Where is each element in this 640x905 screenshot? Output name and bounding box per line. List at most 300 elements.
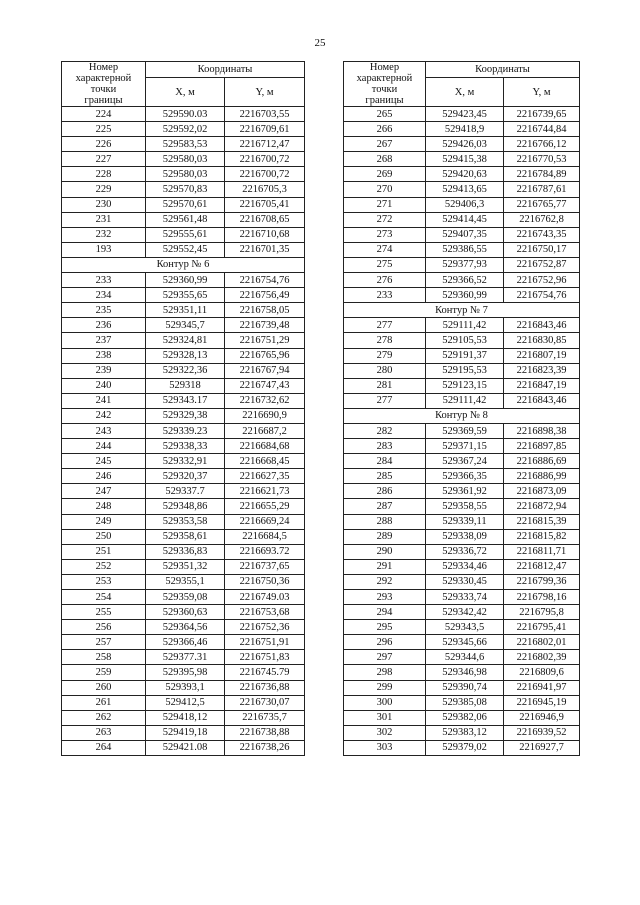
y-coordinate-cell: 2216787,61 — [504, 182, 580, 197]
x-coordinate-cell: 529345,66 — [426, 635, 504, 650]
y-coordinate-cell: 2216709,61 — [225, 122, 305, 137]
y-coordinate-cell: 2216700,72 — [225, 167, 305, 182]
x-coordinate-cell: 529359,08 — [146, 590, 225, 605]
table-row — [62, 423, 305, 438]
point-number-cell: 249 — [62, 514, 146, 529]
x-coordinate-cell: 529355,65 — [146, 288, 225, 303]
y-coordinate-cell: 2216809,6 — [504, 665, 580, 680]
point-number-cell: 254 — [62, 590, 146, 605]
x-coordinate-cell: 529328,13 — [146, 348, 225, 363]
table-row — [62, 303, 305, 318]
point-number-cell: 299 — [344, 680, 426, 695]
x-coordinate-cell: 529360,99 — [426, 288, 504, 303]
y-coordinate-cell: 2216784,89 — [504, 167, 580, 182]
table-row — [344, 288, 580, 303]
y-coordinate-cell: 2216802,39 — [504, 650, 580, 665]
point-number-cell: 296 — [344, 635, 426, 650]
table-row — [62, 484, 305, 499]
table-row — [62, 740, 305, 755]
table-row — [62, 710, 305, 725]
x-coordinate-cell: 529361,92 — [426, 484, 504, 499]
table-row — [62, 348, 305, 363]
point-number-cell: 256 — [62, 620, 146, 635]
point-number-cell: 270 — [344, 182, 426, 197]
point-number-cell: 278 — [344, 333, 426, 348]
coordinates-header: Координаты — [426, 62, 580, 78]
x-coordinate-cell: 529346,98 — [426, 665, 504, 680]
y-coordinate-cell: 2216736,88 — [225, 680, 305, 695]
y-coordinate-cell: 2216750,17 — [504, 242, 580, 257]
x-coordinate-cell: 529377.31 — [146, 650, 225, 665]
x-coordinate-cell: 529580,03 — [146, 167, 225, 182]
y-coordinate-cell: 2216684,5 — [225, 529, 305, 544]
table-row — [62, 393, 305, 408]
table-row — [344, 197, 580, 212]
y-coordinate-cell: 2216693.72 — [225, 544, 305, 559]
x-coordinate-cell: 529343.17 — [146, 393, 225, 408]
x-coordinate-cell: 529366,52 — [426, 273, 504, 288]
y-coordinate-cell: 2216621,73 — [225, 484, 305, 499]
point-number-cell: 280 — [344, 363, 426, 378]
y-coordinate-cell: 2216751,91 — [225, 635, 305, 650]
x-coordinate-cell: 529364,56 — [146, 620, 225, 635]
x-coordinate-cell: 529191,37 — [426, 348, 504, 363]
point-number-header-line: точки — [90, 84, 117, 95]
table-row — [344, 514, 580, 529]
x-coordinate-cell: 529360,63 — [146, 605, 225, 620]
y-coordinate-cell: 2216738,26 — [225, 740, 305, 755]
x-coordinate-cell: 529386,55 — [426, 242, 504, 257]
y-coordinate-cell: 2216939,52 — [504, 725, 580, 740]
table-row — [62, 665, 305, 680]
table-row — [62, 590, 305, 605]
y-coordinate-cell: 2216708,65 — [225, 212, 305, 227]
y-coordinate-cell: 2216687,2 — [225, 423, 305, 438]
y-coordinate-cell: 2216700,72 — [225, 152, 305, 167]
x-coordinate-cell: 529320,37 — [146, 469, 225, 484]
y-coordinate-cell: 2216743,35 — [504, 227, 580, 242]
point-number-header-line: точки — [371, 84, 398, 95]
point-number-cell: 294 — [344, 605, 426, 620]
point-number-cell: 295 — [344, 620, 426, 635]
y-coordinate-cell: 2216745.79 — [225, 665, 305, 680]
y-coordinate-cell: 2216627,35 — [225, 469, 305, 484]
x-coordinate-cell: 529414,45 — [426, 212, 504, 227]
left-table-body — [62, 107, 305, 756]
contour-section-row — [62, 257, 305, 272]
table-row — [62, 107, 305, 122]
point-number-cell: 292 — [344, 574, 426, 589]
table-row — [344, 574, 580, 589]
table-row — [344, 680, 580, 695]
y-coordinate-cell: 2216830,85 — [504, 333, 580, 348]
table-row — [62, 273, 305, 288]
point-number-cell: 264 — [62, 740, 146, 755]
x-column-header: X, м — [426, 78, 504, 107]
y-coordinate-cell: 2216927,7 — [504, 740, 580, 755]
x-coordinate-cell: 529583,53 — [146, 137, 225, 152]
table-row — [344, 363, 580, 378]
point-number-cell: 289 — [344, 529, 426, 544]
point-number-cell: 240 — [62, 378, 146, 393]
y-coordinate-cell: 2216945,19 — [504, 695, 580, 710]
table-row — [62, 725, 305, 740]
x-coordinate-cell: 529111,42 — [426, 318, 504, 333]
x-coordinate-cell: 529337.7 — [146, 484, 225, 499]
x-coordinate-cell: 529390,74 — [426, 680, 504, 695]
y-coordinate-cell: 2216758,05 — [225, 303, 305, 318]
point-number-cell: 242 — [62, 408, 146, 423]
x-coordinate-cell: 529105,53 — [426, 333, 504, 348]
x-coordinate-cell: 529395,98 — [146, 665, 225, 680]
x-coordinate-cell: 529195,53 — [426, 363, 504, 378]
table-row — [344, 665, 580, 680]
point-number-cell: 224 — [62, 107, 146, 122]
x-column-header: X, м — [146, 78, 225, 107]
x-coordinate-cell: 529355,1 — [146, 574, 225, 589]
y-coordinate-cell: 2216690,9 — [225, 408, 305, 423]
table-row — [344, 182, 580, 197]
point-number-cell: 244 — [62, 439, 146, 454]
table-row — [344, 544, 580, 559]
table-row — [62, 514, 305, 529]
x-coordinate-cell: 529111,42 — [426, 393, 504, 408]
table-row — [344, 650, 580, 665]
contour-label: Контур № 6 — [62, 257, 305, 272]
x-coordinate-cell: 529348,86 — [146, 499, 225, 514]
table-row — [344, 499, 580, 514]
table-row — [344, 242, 580, 257]
x-coordinate-cell: 529418,12 — [146, 710, 225, 725]
contour-label: Контур № 8 — [344, 408, 580, 423]
table-row — [62, 680, 305, 695]
point-number-cell: 231 — [62, 212, 146, 227]
x-coordinate-cell: 529382,06 — [426, 710, 504, 725]
point-number-cell: 233 — [62, 273, 146, 288]
y-coordinate-cell: 2216735,7 — [225, 710, 305, 725]
point-number-cell: 241 — [62, 393, 146, 408]
point-number-cell: 272 — [344, 212, 426, 227]
point-number-header-line: характерной — [356, 73, 413, 84]
x-coordinate-cell: 529333,74 — [426, 590, 504, 605]
point-number-cell: 301 — [344, 710, 426, 725]
coordinates-table-left — [61, 61, 305, 756]
point-number-cell: 291 — [344, 559, 426, 574]
x-coordinate-cell: 529322,36 — [146, 363, 225, 378]
x-coordinate-cell: 529336,72 — [426, 544, 504, 559]
y-coordinate-cell: 2216710,68 — [225, 227, 305, 242]
x-coordinate-cell: 529406,3 — [426, 197, 504, 212]
x-coordinate-cell: 529342,42 — [426, 605, 504, 620]
point-number-cell: 274 — [344, 242, 426, 257]
coordinates-table-right — [343, 61, 580, 756]
point-number-cell: 239 — [62, 363, 146, 378]
page-number: 25 — [314, 37, 326, 49]
point-number-cell: 243 — [62, 423, 146, 438]
point-number-cell: 300 — [344, 695, 426, 710]
y-coordinate-cell: 2216668,45 — [225, 454, 305, 469]
table-row — [62, 499, 305, 514]
point-number-header-line: границы — [84, 95, 123, 106]
y-coordinate-cell: 2216886,69 — [504, 454, 580, 469]
point-number-cell: 279 — [344, 348, 426, 363]
point-number-cell: 251 — [62, 544, 146, 559]
table-row — [344, 635, 580, 650]
point-number-cell: 262 — [62, 710, 146, 725]
point-number-cell: 252 — [62, 559, 146, 574]
table-row — [344, 227, 580, 242]
x-coordinate-cell: 529393,1 — [146, 680, 225, 695]
contour-label: Контур № 7 — [344, 303, 580, 318]
y-coordinate-cell: 2216732,62 — [225, 393, 305, 408]
point-number-cell: 235 — [62, 303, 146, 318]
point-number-cell: 259 — [62, 665, 146, 680]
point-number-cell: 261 — [62, 695, 146, 710]
y-coordinate-cell: 2216669,24 — [225, 514, 305, 529]
point-number-cell: 286 — [344, 484, 426, 499]
y-coordinate-cell: 2216807,19 — [504, 348, 580, 363]
y-coordinate-cell: 2216886,99 — [504, 469, 580, 484]
y-coordinate-cell: 2216739,48 — [225, 318, 305, 333]
y-coordinate-cell: 2216744,84 — [504, 122, 580, 137]
point-number-cell: 193 — [62, 242, 146, 257]
point-number-cell: 277 — [344, 318, 426, 333]
y-coordinate-cell: 2216847,19 — [504, 378, 580, 393]
y-coordinate-cell: 2216730,07 — [225, 695, 305, 710]
table-row — [62, 635, 305, 650]
table-row — [62, 454, 305, 469]
x-coordinate-cell: 529415,38 — [426, 152, 504, 167]
point-number-cell: 284 — [344, 454, 426, 469]
y-coordinate-cell: 2216766,12 — [504, 137, 580, 152]
point-number-cell: 225 — [62, 122, 146, 137]
point-number-cell: 273 — [344, 227, 426, 242]
table-row — [344, 469, 580, 484]
y-coordinate-cell: 2216737,65 — [225, 559, 305, 574]
point-number-cell: 283 — [344, 439, 426, 454]
y-coordinate-cell: 2216754,76 — [225, 273, 305, 288]
point-number-cell: 290 — [344, 544, 426, 559]
x-coordinate-cell: 529324,81 — [146, 333, 225, 348]
point-number-cell: 234 — [62, 288, 146, 303]
point-number-cell: 245 — [62, 454, 146, 469]
x-coordinate-cell: 529371,15 — [426, 439, 504, 454]
table-row — [344, 529, 580, 544]
x-coordinate-cell: 529570,83 — [146, 182, 225, 197]
y-coordinate-cell: 2216843,46 — [504, 393, 580, 408]
x-coordinate-cell: 529336,83 — [146, 544, 225, 559]
point-number-cell: 293 — [344, 590, 426, 605]
x-coordinate-cell: 529343,5 — [426, 620, 504, 635]
point-number-cell: 276 — [344, 273, 426, 288]
table-row — [344, 152, 580, 167]
table-row — [62, 439, 305, 454]
point-number-cell: 247 — [62, 484, 146, 499]
y-coordinate-cell: 2216762,8 — [504, 212, 580, 227]
table-row — [344, 273, 580, 288]
y-coordinate-cell: 2216703,55 — [225, 107, 305, 122]
y-coordinate-cell: 2216750,36 — [225, 574, 305, 589]
point-number-cell: 228 — [62, 167, 146, 182]
point-number-header-line: границы — [365, 95, 404, 106]
x-coordinate-cell: 529351,32 — [146, 559, 225, 574]
y-coordinate-cell: 2216815,82 — [504, 529, 580, 544]
point-number-header-line: характерной — [75, 73, 132, 84]
y-coordinate-cell: 2216765,77 — [504, 197, 580, 212]
y-coordinate-cell: 2216823,39 — [504, 363, 580, 378]
table-row — [344, 439, 580, 454]
y-coordinate-cell: 2216655,29 — [225, 499, 305, 514]
x-coordinate-cell: 529407,35 — [426, 227, 504, 242]
x-coordinate-cell: 529353,58 — [146, 514, 225, 529]
y-coordinate-cell: 2216752,96 — [504, 273, 580, 288]
point-number-cell: 271 — [344, 197, 426, 212]
point-number-cell: 268 — [344, 152, 426, 167]
y-coordinate-cell: 2216684,68 — [225, 439, 305, 454]
point-number-cell: 285 — [344, 469, 426, 484]
point-number-cell: 263 — [62, 725, 146, 740]
table-row — [62, 574, 305, 589]
y-coordinate-cell: 2216941,97 — [504, 680, 580, 695]
contour-section-row — [344, 408, 580, 423]
table-row — [344, 423, 580, 438]
point-number-cell: 238 — [62, 348, 146, 363]
table-row — [62, 650, 305, 665]
y-coordinate-cell: 2216897,85 — [504, 439, 580, 454]
point-number-cell: 255 — [62, 605, 146, 620]
table-row — [344, 212, 580, 227]
point-number-cell: 265 — [344, 107, 426, 122]
x-coordinate-cell: 529339,11 — [426, 514, 504, 529]
table-row — [344, 605, 580, 620]
x-coordinate-cell: 529420,63 — [426, 167, 504, 182]
contour-section-row — [344, 303, 580, 318]
x-coordinate-cell: 529419,18 — [146, 725, 225, 740]
y-coordinate-cell: 2216798,16 — [504, 590, 580, 605]
y-coordinate-cell: 2216843,46 — [504, 318, 580, 333]
y-coordinate-cell: 2216815,39 — [504, 514, 580, 529]
x-coordinate-cell: 529369,59 — [426, 423, 504, 438]
y-coordinate-cell: 2216751,83 — [225, 650, 305, 665]
table-row — [62, 363, 305, 378]
table-row — [62, 318, 305, 333]
table-row — [62, 167, 305, 182]
table-row — [62, 152, 305, 167]
point-number-cell: 227 — [62, 152, 146, 167]
table-row — [344, 333, 580, 348]
table-row — [62, 137, 305, 152]
y-coordinate-cell: 2216712,47 — [225, 137, 305, 152]
x-coordinate-cell: 529334,46 — [426, 559, 504, 574]
y-coordinate-cell: 2216753,68 — [225, 605, 305, 620]
x-coordinate-cell: 529367,24 — [426, 454, 504, 469]
y-coordinate-cell: 2216795,41 — [504, 620, 580, 635]
table-row — [344, 484, 580, 499]
x-coordinate-cell: 529570,61 — [146, 197, 225, 212]
x-coordinate-cell: 529592,02 — [146, 122, 225, 137]
y-coordinate-cell: 2216705,3 — [225, 182, 305, 197]
point-number-cell: 303 — [344, 740, 426, 755]
table-row — [344, 620, 580, 635]
y-coordinate-cell: 2216701,35 — [225, 242, 305, 257]
point-number-cell: 277 — [344, 393, 426, 408]
x-coordinate-cell: 529358,55 — [426, 499, 504, 514]
x-coordinate-cell: 529330,45 — [426, 574, 504, 589]
y-coordinate-cell: 2216898,38 — [504, 423, 580, 438]
point-number-cell: 257 — [62, 635, 146, 650]
table-row — [62, 605, 305, 620]
y-coordinate-cell: 2216802,01 — [504, 635, 580, 650]
y-coordinate-cell: 2216765,96 — [225, 348, 305, 363]
coordinates-header: Координаты — [146, 62, 305, 78]
x-coordinate-cell: 529345,7 — [146, 318, 225, 333]
x-coordinate-cell: 529351,11 — [146, 303, 225, 318]
table-row — [344, 590, 580, 605]
point-number-cell: 233 — [344, 288, 426, 303]
x-coordinate-cell: 529418,9 — [426, 122, 504, 137]
y-column-header: Y, м — [504, 78, 580, 107]
point-number-cell: 266 — [344, 122, 426, 137]
point-number-cell: 258 — [62, 650, 146, 665]
point-number-cell: 250 — [62, 529, 146, 544]
point-number-header — [344, 62, 426, 107]
x-coordinate-cell: 529366,46 — [146, 635, 225, 650]
table-row — [62, 559, 305, 574]
table-row — [62, 122, 305, 137]
table-row — [344, 740, 580, 755]
table-row — [344, 107, 580, 122]
y-coordinate-cell: 2216795,8 — [504, 605, 580, 620]
table-row — [344, 318, 580, 333]
table-row — [344, 167, 580, 182]
x-coordinate-cell: 529338,33 — [146, 439, 225, 454]
x-coordinate-cell: 529344,6 — [426, 650, 504, 665]
x-coordinate-cell: 529385,08 — [426, 695, 504, 710]
table-row — [344, 257, 580, 272]
table-row — [344, 695, 580, 710]
y-coordinate-cell: 2216751,29 — [225, 333, 305, 348]
table-row — [62, 197, 305, 212]
point-number-cell: 230 — [62, 197, 146, 212]
x-coordinate-cell: 529360,99 — [146, 273, 225, 288]
point-number-cell: 229 — [62, 182, 146, 197]
y-coordinate-cell: 2216738,88 — [225, 725, 305, 740]
point-number-cell: 269 — [344, 167, 426, 182]
table-row — [62, 227, 305, 242]
point-number-cell: 226 — [62, 137, 146, 152]
point-number-cell: 298 — [344, 665, 426, 680]
table-row — [344, 122, 580, 137]
y-column-header: Y, м — [225, 78, 305, 107]
y-coordinate-cell: 2216873,09 — [504, 484, 580, 499]
y-coordinate-cell: 2216812,47 — [504, 559, 580, 574]
x-coordinate-cell: 529412,5 — [146, 695, 225, 710]
table-row — [344, 348, 580, 363]
y-coordinate-cell: 2216754,76 — [504, 288, 580, 303]
point-number-cell: 288 — [344, 514, 426, 529]
table-row — [62, 288, 305, 303]
x-coordinate-cell: 529561,48 — [146, 212, 225, 227]
x-coordinate-cell: 529332,91 — [146, 454, 225, 469]
y-coordinate-cell: 2216752,87 — [504, 257, 580, 272]
table-row — [62, 620, 305, 635]
x-coordinate-cell: 529426,03 — [426, 137, 504, 152]
x-coordinate-cell: 529590.03 — [146, 107, 225, 122]
point-number-cell: 248 — [62, 499, 146, 514]
y-coordinate-cell: 2216811,71 — [504, 544, 580, 559]
y-coordinate-cell: 2216872,94 — [504, 499, 580, 514]
x-coordinate-cell: 529358,61 — [146, 529, 225, 544]
